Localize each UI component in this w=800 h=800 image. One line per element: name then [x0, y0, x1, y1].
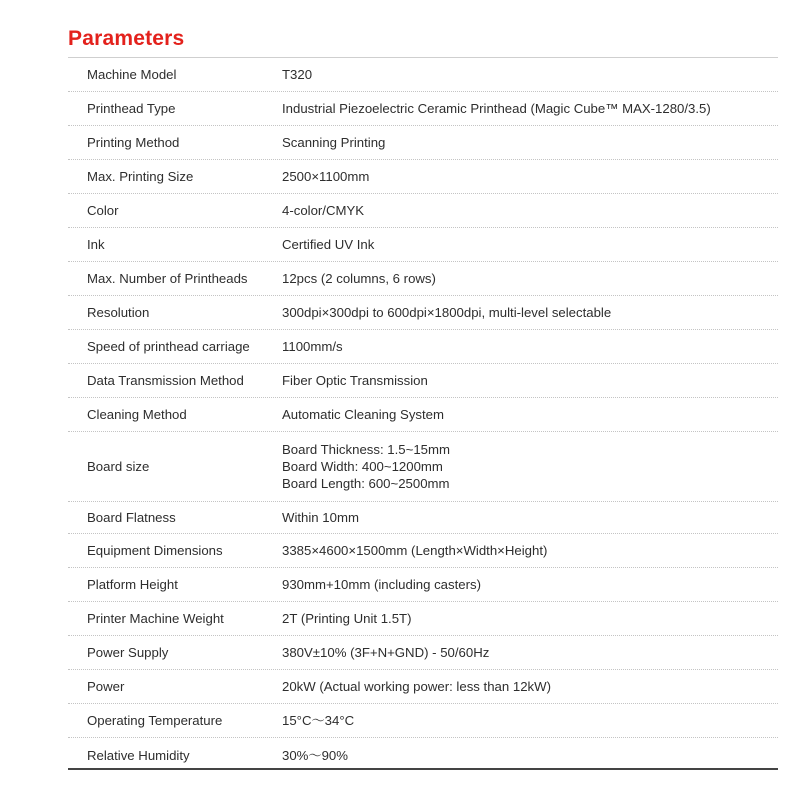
row-value: 380V±10% (3F+N+GND) - 50/60Hz [282, 645, 490, 660]
table-row [68, 502, 778, 534]
row-label: Max. Printing Size [87, 169, 194, 184]
row-value: 30%～90% [282, 747, 348, 763]
row-value: 12pcs (2 columns, 6 rows) [282, 271, 436, 286]
table-row [68, 568, 778, 602]
row-label: Data Transmission Method [87, 373, 244, 388]
table-row [68, 262, 778, 296]
row-value: T320 [282, 67, 313, 82]
row-label: Printing Method [87, 135, 180, 150]
bottom-divider [68, 768, 778, 770]
row-label: Resolution [87, 305, 150, 320]
row-label: Printhead Type [87, 101, 176, 116]
table-row [68, 160, 778, 194]
row-value: 15°C～34°C [282, 713, 355, 728]
table-row [68, 58, 778, 92]
table-row [68, 296, 778, 330]
row-value: 20kW (Actual working power: less than 12kW) [282, 679, 551, 694]
row-value: 4-color/CMYK [282, 203, 365, 218]
row-label: Platform Height [87, 577, 178, 592]
table-row [68, 330, 778, 364]
row-label: Max. Number of Printheads [87, 271, 248, 286]
row-value: Within 10mm [282, 510, 359, 525]
row-label: Ink [87, 237, 105, 252]
row-label: Board Flatness [87, 510, 176, 525]
table-row [68, 670, 778, 704]
row-label: Board size [87, 459, 150, 474]
table-row [68, 704, 778, 738]
table-row [68, 432, 778, 502]
row-label: Color [87, 203, 119, 218]
row-label: Power Supply [87, 645, 169, 660]
row-label: Printer Machine Weight [87, 611, 224, 626]
row-label: Relative Humidity [87, 747, 190, 763]
row-label: Machine Model [87, 67, 177, 82]
row-value: 2500×1100mm [282, 169, 370, 184]
table-row [68, 534, 778, 568]
table-row [68, 228, 778, 262]
row-value-line: Board Width: 400~1200mm [282, 459, 443, 474]
row-value: Industrial Piezoelectric Ceramic Printhead (Magic Cube™ MAX-1280/3.5) [282, 101, 711, 116]
row-label: Speed of printhead carriage [87, 339, 250, 354]
row-label: Equipment Dimensions [87, 543, 223, 558]
table-row [68, 738, 778, 772]
row-value-line: Board Length: 600~2500mm [282, 476, 450, 491]
row-label: Power [87, 679, 125, 694]
row-label: Cleaning Method [87, 407, 187, 422]
row-value: Automatic Cleaning System [282, 407, 444, 422]
table-row [68, 602, 778, 636]
parameters-table [68, 58, 778, 772]
row-value: 300dpi×300dpi to 600dpi×1800dpi, multi-level selectable [282, 305, 612, 320]
row-value-line: Board Thickness: 1.5~15mm [282, 442, 450, 457]
page-title: Parameters [68, 27, 185, 50]
table-row [68, 92, 778, 126]
table-row [68, 398, 778, 432]
table-row [68, 126, 778, 160]
row-value: Fiber Optic Transmission [282, 373, 428, 388]
row-value: 930mm+10mm (including casters) [282, 577, 481, 592]
row-value: Certified UV Ink [282, 237, 375, 252]
row-value: 3385×4600×1500mm (Length×Width×Height) [282, 543, 548, 558]
table-row [68, 636, 778, 670]
table-row [68, 364, 778, 398]
row-value: 2T (Printing Unit 1.5T) [282, 611, 412, 626]
table-row [68, 194, 778, 228]
row-label: Operating Temperature [87, 713, 223, 728]
row-value: 1100mm/s [282, 339, 343, 354]
row-value: Scanning Printing [282, 135, 386, 150]
row-value [282, 441, 778, 492]
